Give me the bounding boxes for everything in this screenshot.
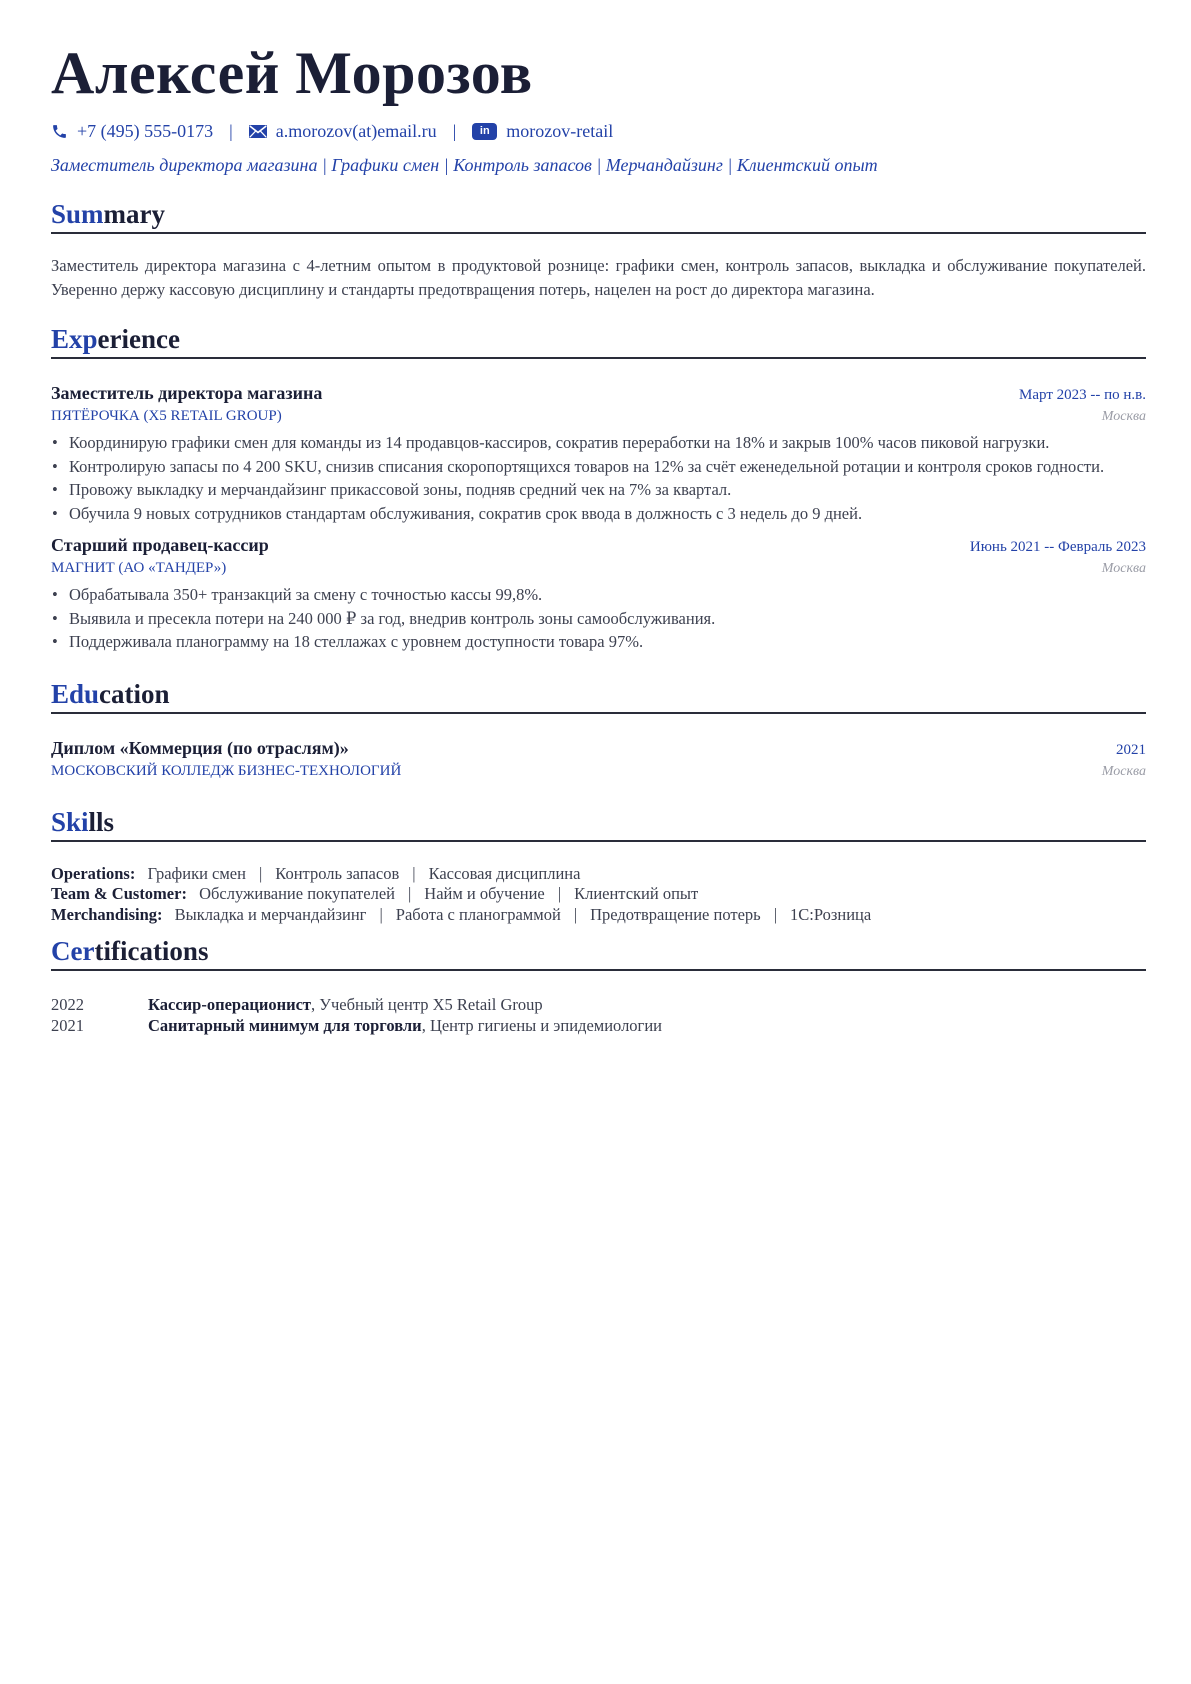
linkedin-badge: in [472,123,497,140]
contact-line [51,119,1146,143]
linkedin-link[interactable]: morozov-retail [506,120,614,141]
achievement-item: • Провожу выкладку и мерчандайзинг прикассовой зоны, подняв средний чек на 7% за квартал. [51,478,1146,502]
contact-separator: | [452,120,457,141]
school-name: МОСКОВСКИЙ КОЛЛЕДЖ БИЗНЕС-ТЕХНОЛОГИЙ [51,762,402,779]
skill-separator: | [773,904,777,924]
certification-item [51,995,1146,1016]
certification-issuer: , Учебный центр X5 Retail Group [311,995,543,1014]
skill-category: Merchandising: [51,904,163,924]
achievement-item: • Обрабатывала 350+ транзакций за смену с точностью кассы 99,8%. [51,583,1146,607]
resume-page [51,0,1146,1036]
achievement-list [51,583,1146,654]
skill-row [51,864,1146,885]
section-title: Summary [51,199,166,229]
envelope-icon [249,125,267,138]
achievement-item: • Обучила 9 новых сотрудников стандартам обслуживания, сократив срок ввода в должность с 3 недель до 9 дней. [51,502,1146,526]
skill-separator: | [573,904,578,924]
job-entry [51,381,1146,525]
skill-separator: | [379,904,383,924]
skill-item: Контроль запасов [275,863,400,883]
skill-item: Найм и обучение [424,884,545,903]
phone-icon [51,123,68,140]
skill-item: 1С:Розница [790,904,872,924]
certification-issuer: , Центр гигиены и эпидемиологии [421,1015,662,1035]
achievement-item: • Выявила и пресекла потери на 240 000 ₽ за год, внедрив контроль зоны самообслуживания. [51,607,1146,631]
section-divider [51,357,1146,359]
achievement-list [51,431,1146,525]
skill-item: Работа с планограммой [395,904,561,924]
section-divider [51,232,1146,234]
company-name: ПЯТЁРОЧКА (X5 RETAIL GROUP) [51,408,282,424]
certification-item [51,1016,1146,1037]
school-location: Москва [1101,763,1146,779]
skill-separator: | [557,884,562,903]
certification-year: 2022 [51,995,84,1014]
skills-section [51,804,1146,926]
education-entry [51,736,1146,782]
skill-category: Team & Customer: [51,884,187,903]
skill-item: Выкладка и мерчандайзинг [174,904,367,924]
certification-title: Санитарный минимум для торговли [148,1015,422,1035]
skill-category: Operations: [51,863,136,883]
linkedin-icon [472,123,497,140]
achievement-item: • Поддерживала планограмму на 18 стеллажах с уровнем доступности товара 97%. [51,630,1146,654]
contact-separator: | [229,120,233,141]
section-title: Education [51,678,170,709]
tagline: Заместитель директора магазина | Графики смен | Контроль запасов | Мерчандайзинг | Клиентский опыт [51,155,878,175]
skill-separator: | [412,863,416,883]
email-link[interactable]: a.morozov(at)email.ru [275,120,437,141]
degree-title: Диплом «Коммерция (по отраслям)» [51,737,349,758]
job-title: Старший продавец-кассир [51,535,269,555]
section-title: Certifications [51,936,209,966]
job-location: Москва [1101,561,1146,576]
company-name: МАГНИТ (АО «ТАНДЕР») [51,560,227,576]
first-name: Алексей [51,40,280,106]
skill-separator: | [407,884,412,903]
skill-item: Предотвращение потерь [590,904,761,924]
skill-item: Кассовая дисциплина [428,863,581,883]
education-section [51,676,1146,782]
job-title: Заместитель директора магазина [51,383,323,403]
section-divider [51,712,1146,714]
graduation-year: 2021 [1116,741,1146,758]
certifications-section [51,933,1146,1036]
certification-year: 2021 [51,1015,84,1035]
job-entry [51,533,1146,654]
skill-item: Графики смен [147,863,246,883]
section-title: Skills [51,806,115,837]
skill-item: Обслуживание покупателей [199,884,395,903]
skill-row [51,905,1146,926]
certification-title: Кассир-операционист [148,995,312,1014]
skills-list [51,864,1146,926]
full-name [51,0,1146,112]
section-title: Experience [51,324,180,354]
skill-separator: | [258,863,263,883]
achievement-item: • Координирую графики смен для команды из 14 продавцов-кассиров, сократив переработки на 18% и закрыв 100% часов пиковой нагрузки. [51,431,1146,455]
job-location: Москва [1101,409,1146,424]
section-divider [51,840,1146,842]
phone-link[interactable]: +7 (495) 555-0173 [77,120,214,141]
achievement-item: • Контролирую запасы по 4 200 SKU, снизив списания скоропортящихся товаров на 12% за счёт еженедельной ротации и контроля сроков годности. [51,455,1146,479]
experience-section [51,321,1146,654]
summary-text: Заместитель директора магазина с 4-летним опытом в продуктовой рознице: графики смен, контроль запасов, выкладка и обслуживание покупателей. Уверенно держу кассовую дисциплину и стандарты предотвращения потерь, нацелен на рост до директора магазина. [51,256,1146,299]
section-divider [51,969,1146,971]
job-dates: Июнь 2021 -- Февраль 2023 [969,539,1146,555]
skill-row [51,884,1146,905]
last-name: Морозов [295,40,533,106]
skill-item: Клиентский опыт [574,884,699,903]
summary-section [51,196,1146,302]
certifications-list [51,995,1146,1036]
job-dates: Март 2023 -- по н.в. [1019,387,1146,403]
